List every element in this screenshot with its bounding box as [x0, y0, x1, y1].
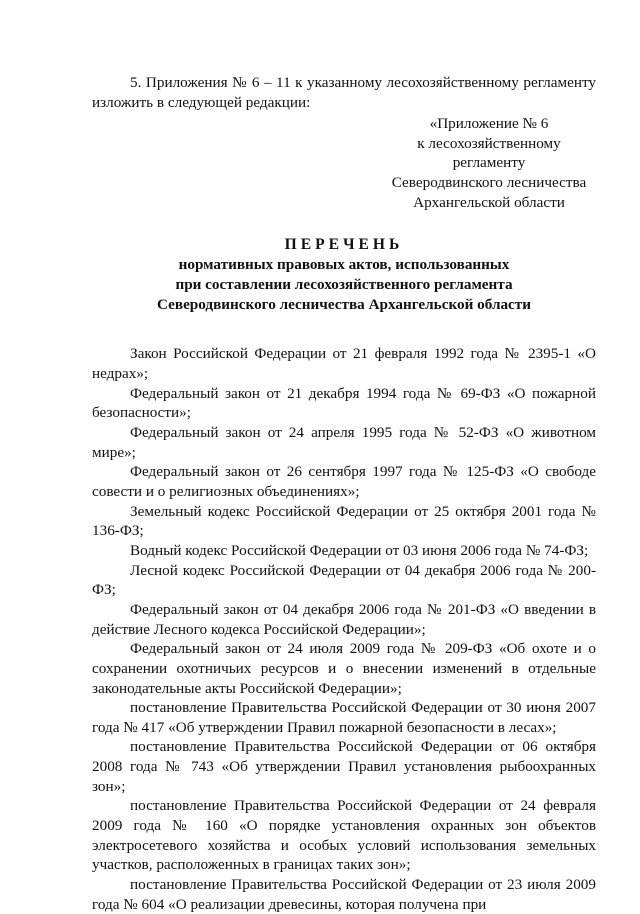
legal-act-item: Федеральный закон от 21 декабря 1994 года № 69-ФЗ «О пожарной безопасности»;: [92, 384, 596, 422]
title-line: Северодвинского лесничества Архангельской области: [156, 295, 532, 313]
legal-act-item: постановление Правительства Российской Федерации от 06 октября 2008 года № 743 «Об утверждении Правил установления рыбоохранных зон»;: [92, 738, 596, 795]
document-title: [92, 235, 596, 314]
legal-act-item: Федеральный закон от 04 декабря 2006 года № 201-ФЗ «О введении в действие Лесного кодекса Российской Федерации»;: [92, 600, 596, 638]
legal-act-item: Федеральный закон от 26 сентября 1997 года № 125-ФЗ «О свободе совести и о религиозных объединениях»;: [92, 463, 596, 500]
legal-act-item: Водный кодекс Российской Федерации от 03 июня 2006 года № 74-ФЗ;: [130, 541, 589, 559]
appendix-line: к лесохозяйственному: [417, 134, 561, 152]
document-body: [92, 73, 596, 914]
legal-act-item: Федеральный закон от 24 июля 2009 года № 209-ФЗ «Об охоте и о сохранении охотничьих ресурсов и о внесении изменений в отдельные законодательные акты Российской Федерации»;: [92, 640, 596, 697]
legal-act-item: постановление Правительства Российской Федерации от 30 июня 2007 года № 417 «Об утверждении Правил пожарной безопасности в лесах»;: [92, 699, 596, 736]
appendix-header: [92, 114, 596, 212]
legal-act-item: постановление Правительства Российской Федерации от 24 февраля 2009 года № 160 «О порядке установления охранных зон объектов электросетевого хозяйства и особых условий использования земельных участков, расположенных в границах таких зон»;: [92, 797, 596, 874]
appendix-line: регламенту: [452, 154, 526, 172]
legal-acts-list: [92, 344, 596, 914]
title-line: нормативных правовых актов, использованных: [178, 255, 510, 273]
legal-act-item: Закон Российской Федерации от 21 февраля 1992 года № 2395-1 «О недрах»;: [92, 345, 596, 382]
title-line: при составлении лесохозяйственного регламента: [175, 275, 513, 293]
intro-paragraph: 5. Приложения № 6 – 11 к указанному лесохозяйственному регламенту изложить в следующей редакции:: [92, 74, 596, 111]
appendix-line: Северодвинского лесничества: [391, 173, 587, 191]
legal-act-item: Земельный кодекс Российской Федерации от 25 октября 2001 года № 136-ФЗ;: [92, 502, 596, 540]
legal-act-item: постановление Правительства Российской Федерации от 23 июля 2009 года № 604 «О реализации древесины, которая получена при: [92, 876, 596, 913]
title-heading: ПЕРЕЧЕНЬ: [284, 236, 404, 254]
appendix-line: «Приложение № 6: [429, 115, 549, 133]
legal-act-item: Федеральный закон от 24 апреля 1995 года № 52-ФЗ «О животном мире»;: [92, 423, 596, 461]
legal-act-item: Лесной кодекс Российской Федерации от 04 декабря 2006 года № 200-ФЗ;: [92, 561, 596, 599]
appendix-line: Архангельской области: [413, 193, 565, 211]
